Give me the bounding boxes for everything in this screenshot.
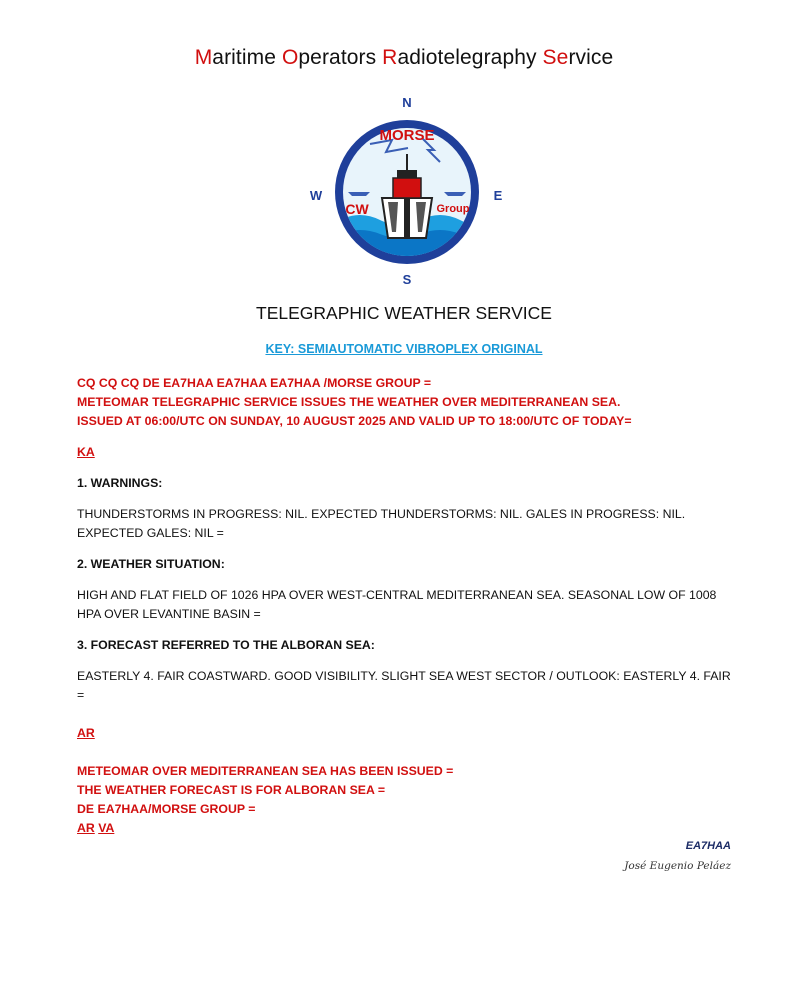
ar-prosign — [77, 724, 737, 743]
closing-line: METEOMAR OVER MEDITERRANEAN SEA HAS BEEN ISSUED = — [77, 764, 454, 778]
title-rest-4: rvice — [568, 46, 614, 69]
final-prosigns — [77, 819, 737, 838]
section-heading: 3. FORECAST REFERRED TO THE ALBORAN SEA: — [77, 638, 375, 652]
key-line: KEY: SEMIAUTOMATIC VIBROPLEX ORIGINAL — [265, 342, 543, 356]
signature-name: José Eugenio Peláez — [624, 860, 731, 872]
compass-north: N — [402, 95, 412, 110]
logo-morse: MORSE — [379, 127, 435, 144]
preamble-line: CQ CQ CQ DE EA7HAA EA7HAA EA7HAA /MORSE GROUP = — [77, 376, 432, 390]
preamble-line: ISSUED AT 06:00/UTC ON SUNDAY, 10 AUGUST 2025 AND VALID UP TO 18:00/UTC OF TODAY= — [77, 414, 632, 428]
section-weather-situation — [77, 555, 737, 624]
logo-cw: CW — [345, 201, 369, 217]
title-cap-2: O — [281, 46, 299, 69]
section-warnings — [77, 474, 737, 543]
section-heading: 2. WEATHER SITUATION: — [77, 557, 225, 571]
service-title: TELEGRAPHIC WEATHER SERVICE — [256, 303, 552, 323]
title-rest-1: aritime — [212, 46, 282, 69]
logo-emblem — [335, 120, 480, 264]
section-text: EASTERLY 4. FAIR COASTWARD. GOOD VISIBILITY. SLIGHT SEA WEST SECTOR / OUTLOOK: EASTERLY 4. FAIR = — [77, 669, 731, 702]
page-title — [0, 46, 808, 70]
section-forecast — [77, 636, 737, 705]
ka-text: KA — [77, 445, 95, 459]
closing — [77, 762, 737, 838]
ar-text: AR — [77, 726, 95, 740]
signature-callsign: EA7HAA — [685, 840, 731, 852]
logo-group: Group — [436, 203, 470, 215]
ka-prosign — [77, 443, 737, 462]
final-ar: AR — [77, 821, 95, 835]
final-va: VA — [98, 821, 115, 835]
title-rest-3: adiotelegraphy — [397, 46, 543, 69]
preamble-line: METEOMAR TELEGRAPHIC SERVICE ISSUES THE WEATHER OVER MEDITERRANEAN SEA. — [77, 395, 621, 409]
closing-line: THE WEATHER FORECAST IS FOR ALBORAN SEA = — [77, 783, 385, 797]
title-rest-2: perators — [298, 46, 383, 69]
title-cap-3: R — [382, 46, 398, 69]
section-text: HIGH AND FLAT FIELD OF 1026 HPA OVER WEST-CENTRAL MEDITERRANEAN SEA. SEASONAL LOW OF 1008 HPA OVER LEVANTINE BASIN = — [77, 588, 717, 621]
section-text: THUNDERSTORMS IN PROGRESS: NIL. EXPECTED THUNDERSTORMS: NIL. GALES IN PROGRESS: NIL. EXPECTED GALES: NIL = — [77, 507, 686, 540]
section-heading: 1. WARNINGS: — [77, 476, 163, 490]
closing-line: DE EA7HAA/MORSE GROUP = — [77, 802, 256, 816]
preamble — [77, 374, 737, 431]
morse-group-logo — [300, 92, 514, 288]
compass-east: E — [493, 188, 503, 203]
compass-south: S — [402, 272, 412, 287]
title-cap-4: Se — [542, 46, 569, 69]
title-cap-1: M — [194, 46, 213, 69]
compass-west: W — [309, 188, 323, 203]
